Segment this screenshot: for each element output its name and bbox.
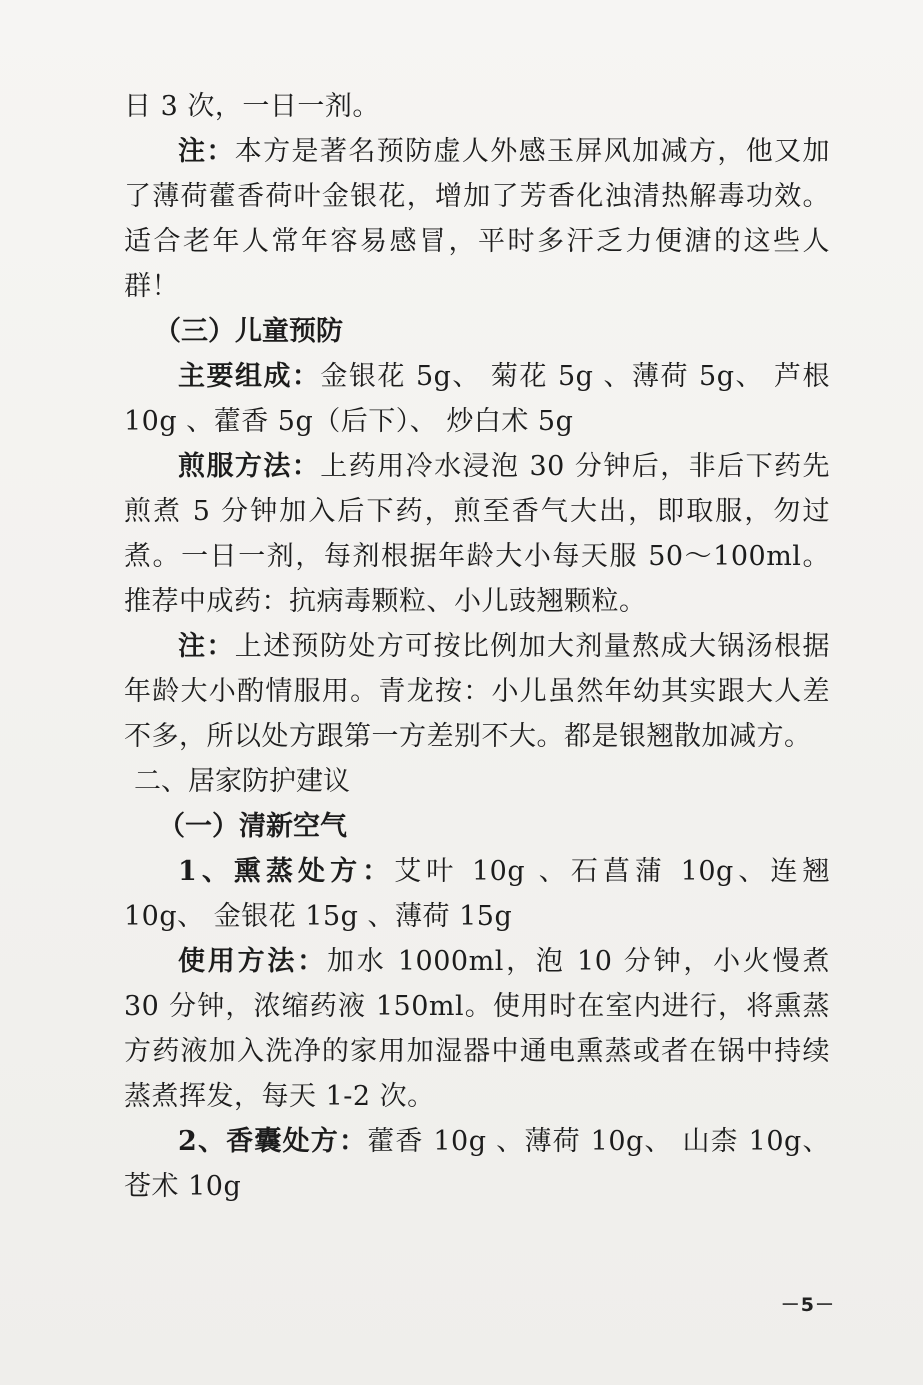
note-label-children: 注： — [178, 631, 235, 662]
page-number: －5－ — [780, 1294, 835, 1316]
fumigation-label: 1、熏蒸处方： — [178, 856, 395, 887]
paragraph-usage-method — [124, 939, 830, 1119]
note-text: 本方是著名预防虚人外感玉屏风加减方，他又加了薄荷藿香荷叶金银花，增加了芳香化浊清热解毒功效。适合老年人常年容易感冒，平时多汗乏力便溏的这些人群！ — [124, 136, 831, 302]
paragraph-dosage-end — [124, 84, 830, 129]
composition-label: 主要组成： — [178, 361, 321, 392]
sachet-label: 2、香囊处方： — [178, 1126, 368, 1157]
fumigation-text: 艾叶 10g 、石菖蒲 10g、连翘 10g、 金银花 15g 、薄荷 15g — [124, 856, 830, 932]
note-text-children: 上述预防处方可按比例加大剂量熬成大锅汤根据年龄大小酌情服用。青龙按：小儿虽然年幼其实跟大人差不多，所以处方跟第一方差别不大。都是银翘散加减方。 — [124, 631, 831, 752]
heading-fresh-air: （一）清新空气 — [158, 811, 347, 842]
paragraph-fumigation-prescription — [124, 849, 830, 939]
paragraph-note-elderly — [124, 129, 830, 309]
paragraph-main-composition — [124, 354, 830, 444]
composition-text: 金银花 5g、 菊花 5g 、薄荷 5g、 芦根 10g 、藿香 5g（后下）、 炒白术 5g — [124, 361, 830, 437]
heading-home-protection: 二、居家防护建议 — [134, 766, 350, 797]
heading-children-prevention: （三）儿童预防 — [154, 316, 343, 347]
usage-label: 使用方法： — [178, 946, 327, 977]
paragraph-sachet-prescription — [124, 1119, 830, 1209]
document-body — [124, 84, 830, 1209]
decoction-label: 煎服方法： — [178, 451, 321, 482]
usage-text: 加水 1000ml，泡 10 分钟，小火慢煮 30 分钟，浓缩药液 150ml。使用时在室内进行，将熏蒸方药液加入洗净的家用加湿器中通电熏蒸或者在锅中持续蒸煮挥发，每天 1-2 次。 — [124, 946, 830, 1112]
paragraph-note-children — [124, 624, 830, 759]
paragraph-decoction-method — [124, 444, 830, 624]
note-label: 注： — [178, 136, 235, 167]
sachet-text: 藿香 10g 、薄荷 10g、 山柰 10g、 苍术 10g — [124, 1126, 830, 1202]
decoction-text: 上药用冷水浸泡 30 分钟后，非后下药先煎煮 5 分钟加入后下药，煎至香气大出，即取服，勿过煮。一日一剂，每剂根据年龄大小每天服 50～100ml。推荐中成药：抗病毒颗粒、小儿豉翘颗粒。 — [124, 451, 830, 617]
dosage-text: 日 3 次，一日一剂。 — [124, 91, 380, 122]
